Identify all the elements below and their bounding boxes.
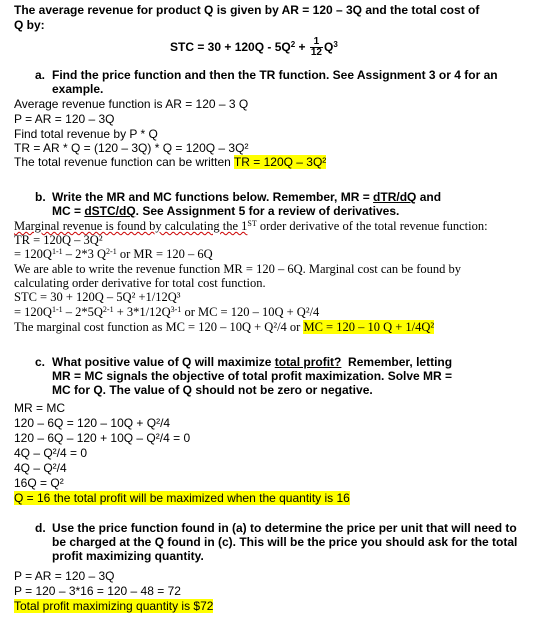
intro-line-1: The average revenue for product Q is given by AR = 120 – 3Q and the total cost of bbox=[14, 3, 480, 17]
part-a-final-prefix: The total revenue function can be written bbox=[14, 155, 234, 169]
part-c-question bbox=[35, 355, 527, 397]
part-d-final bbox=[14, 599, 213, 613]
part-b-l7-c: + 3*1/12Q bbox=[113, 305, 171, 319]
part-b-line-7 bbox=[14, 305, 319, 319]
part-b-line-3 bbox=[14, 247, 213, 261]
stc-fraction bbox=[310, 37, 323, 58]
part-c-line-3: 120 – 6Q – 120 + 10Q – Q²/4 = 0 bbox=[14, 431, 191, 445]
part-c-final-highlight: Q = 16 the total profit will be maximized when the quantity is 16 bbox=[14, 491, 350, 505]
part-b-q2-underlined: dSTC/dQ bbox=[84, 204, 136, 218]
part-a-final-highlight: TR = 120Q – 3Q² bbox=[233, 155, 327, 169]
part-b-l1-sup: ST bbox=[247, 219, 257, 228]
part-c-q-line-3: MC for Q. The value of Q should not be zero or negative. bbox=[52, 383, 373, 397]
part-b-l1-post: order derivative of the total revenue function: bbox=[256, 219, 488, 233]
stc-q: Q bbox=[324, 40, 334, 54]
part-a-line-2: P = AR = 120 – 3Q bbox=[14, 112, 115, 126]
part-b-l7-sup-3: 3-1 bbox=[170, 305, 182, 314]
part-c-q1-underlined: total profit? bbox=[274, 355, 342, 369]
stc-equation bbox=[170, 36, 338, 58]
part-b-line-1 bbox=[14, 219, 488, 233]
part-b-l7-d: or MC = 120 – 10Q + Q²/4 bbox=[181, 305, 320, 319]
part-d-line-2: P = 120 – 3*16 = 120 – 48 = 72 bbox=[14, 584, 181, 598]
part-a-line-3: Find total revenue by P * Q bbox=[14, 127, 158, 141]
part-b-l8-highlight: MC = 120 – 10 Q + 1/4Q² bbox=[303, 320, 435, 334]
part-c-q1-post: Remember, letting bbox=[341, 355, 453, 369]
part-b-l3-sup-1: 1-1 bbox=[51, 247, 63, 256]
stc-frac-num: 1 bbox=[310, 37, 323, 48]
stc-prefix: STC = 30 + 120Q - 5Q bbox=[170, 40, 291, 54]
stc-exp-2: 3 bbox=[333, 40, 338, 49]
part-c-line-6: 16Q = Q² bbox=[14, 476, 64, 490]
part-b-q1-post: and bbox=[416, 190, 442, 204]
part-b-line-2: TR = 120Q – 3Q² bbox=[14, 233, 103, 247]
part-d-question bbox=[35, 521, 527, 563]
part-b-l3-c: or MR = 120 – 6Q bbox=[116, 247, 213, 261]
part-a-line-1: Average revenue function is AR = 120 – 3 Q bbox=[14, 97, 249, 111]
part-b-q2-post: . See Assignment 5 for a review of derivatives. bbox=[135, 204, 400, 218]
part-b-l8-pre: The marginal cost function as MC = 120 – 10Q + Q²/4 or bbox=[14, 320, 304, 334]
part-a-question-text: Find the price function and then the TR function. See Assignment 3 or 4 for an example. bbox=[52, 68, 498, 96]
stc-plus: + bbox=[295, 40, 309, 54]
part-b-l7-a: = 120Q bbox=[14, 305, 52, 319]
part-b-q-line-1 bbox=[52, 190, 527, 204]
part-c-line-4: 4Q – Q²/4 = 0 bbox=[14, 446, 88, 460]
part-d-label: d. bbox=[35, 521, 46, 535]
part-d-final-highlight: Total profit maximizing quantity is $72 bbox=[14, 599, 214, 613]
part-b-question bbox=[35, 190, 527, 218]
part-b-q-line-2 bbox=[52, 204, 527, 218]
part-a-line-4: TR = AR * Q = (120 – 3Q) * Q = 120Q – 3Q² bbox=[14, 141, 249, 155]
part-d-question-text: Use the price function found in (a) to determine the price per unit that will need to be charged at the Q found in (c). This will be the price you should ask for the total profit maximizing quantity. bbox=[52, 521, 518, 563]
part-b-q2-pre: MC = bbox=[52, 204, 85, 218]
part-c-final bbox=[14, 491, 350, 505]
part-b-l3-b: – 2*3 Q bbox=[62, 247, 107, 261]
part-b-line-8 bbox=[14, 320, 434, 334]
part-c-line-2: 120 – 6Q = 120 – 10Q + Q²/4 bbox=[14, 416, 171, 430]
stc-frac-den: 12 bbox=[310, 47, 322, 59]
part-b-line-6: STC = 30 + 120Q – 5Q² +1/12Q³ bbox=[14, 290, 181, 304]
part-b-l7-b: – 2*5Q bbox=[62, 305, 103, 319]
part-b-l1-pre: Marginal revenue is found by calculating the 1 bbox=[14, 219, 248, 233]
part-b-q1-pre: Write the MR and MC functions below. Remember, MR = bbox=[52, 190, 374, 204]
part-c-q1-pre: What positive value of Q will maximize bbox=[52, 355, 275, 369]
part-b-line-4: We are able to write the revenue function MR = 120 – 6Q. Marginal cost can be found by bbox=[14, 262, 462, 276]
part-c-line-1: MR = MC bbox=[14, 401, 65, 415]
part-b-line-5: calculating order derivative for total cost function. bbox=[14, 276, 266, 290]
part-a-final bbox=[14, 155, 326, 169]
part-b-q1-underlined: dTR/dQ bbox=[373, 190, 417, 204]
part-a-question bbox=[35, 68, 527, 96]
intro-line-2: Q by: bbox=[14, 18, 45, 32]
part-b-l3-a: = 120Q bbox=[14, 247, 52, 261]
part-b-l7-sup-1: 1-1 bbox=[51, 305, 63, 314]
part-b-l7-sup-2: 2-1 bbox=[102, 305, 114, 314]
part-b-l3-sup-2: 2-1 bbox=[106, 247, 117, 256]
part-a-label: a. bbox=[35, 68, 46, 82]
part-c-line-5: 4Q – Q²/4 bbox=[14, 461, 67, 475]
part-c-label: c. bbox=[35, 355, 46, 369]
part-c-q-line-2: MR = MC signals the objective of total profit maximization. Solve MR = bbox=[52, 369, 453, 383]
part-b-label: b. bbox=[35, 190, 46, 204]
part-c-q-line-1 bbox=[52, 355, 527, 369]
part-d-line-1: P = AR = 120 – 3Q bbox=[14, 569, 115, 583]
stc-exp-1: 2 bbox=[290, 40, 296, 49]
